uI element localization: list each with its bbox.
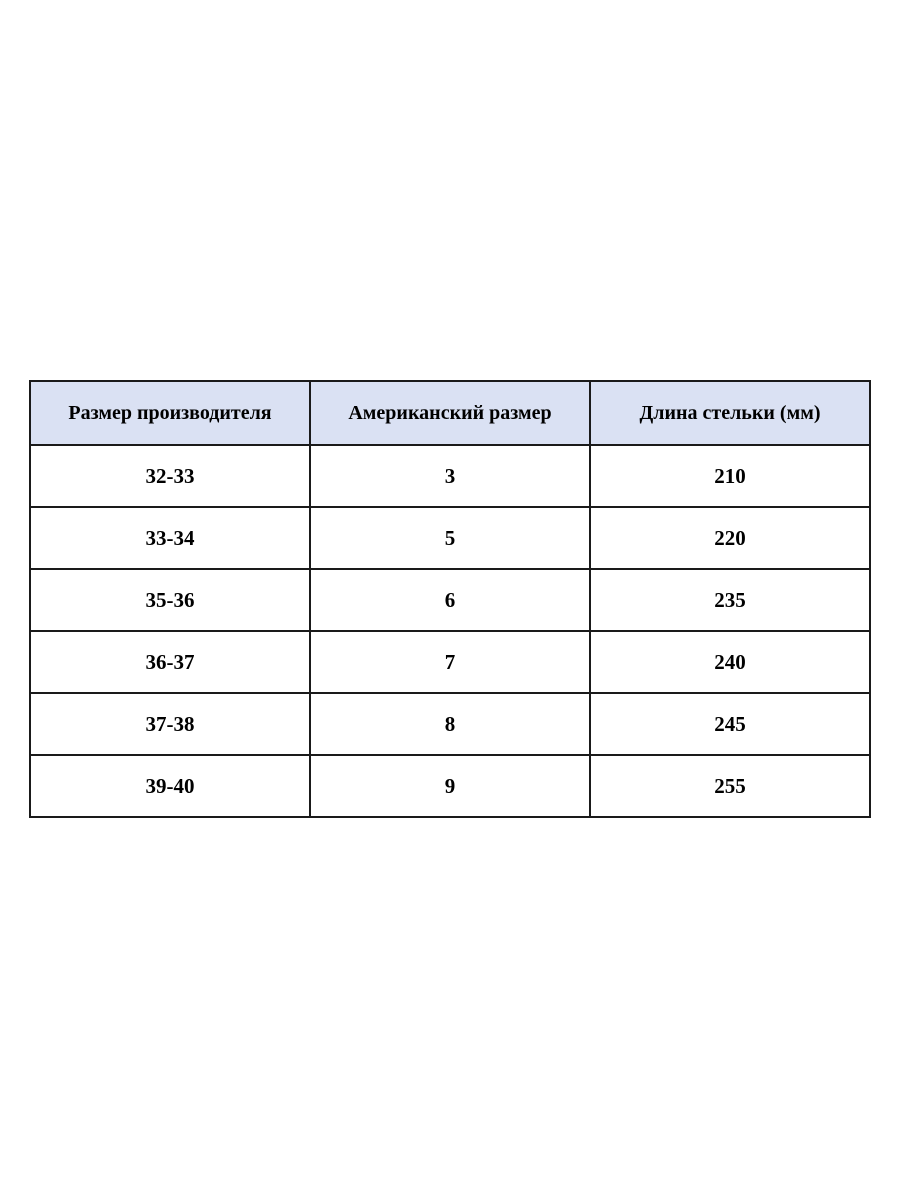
cell-us-size: 8 bbox=[310, 693, 590, 755]
cell-manufacturer-size: 32-33 bbox=[30, 445, 310, 507]
cell-us-size: 7 bbox=[310, 631, 590, 693]
table-row bbox=[30, 755, 870, 817]
table-row bbox=[30, 631, 870, 693]
cell-insole-length: 245 bbox=[590, 693, 870, 755]
cell-us-size: 6 bbox=[310, 569, 590, 631]
cell-manufacturer-size: 37-38 bbox=[30, 693, 310, 755]
cell-insole-length: 255 bbox=[590, 755, 870, 817]
cell-manufacturer-size: 36-37 bbox=[30, 631, 310, 693]
header-row bbox=[30, 381, 870, 445]
table-header bbox=[30, 381, 870, 445]
cell-manufacturer-size: 39-40 bbox=[30, 755, 310, 817]
cell-insole-length: 235 bbox=[590, 569, 870, 631]
size-chart-table bbox=[29, 380, 871, 818]
cell-insole-length: 220 bbox=[590, 507, 870, 569]
table-row bbox=[30, 445, 870, 507]
cell-us-size: 3 bbox=[310, 445, 590, 507]
cell-us-size: 5 bbox=[310, 507, 590, 569]
table-body bbox=[30, 445, 870, 817]
cell-insole-length: 240 bbox=[590, 631, 870, 693]
header-us-size: Американский размер bbox=[310, 381, 590, 445]
table-row bbox=[30, 507, 870, 569]
cell-us-size: 9 bbox=[310, 755, 590, 817]
cell-insole-length: 210 bbox=[590, 445, 870, 507]
cell-manufacturer-size: 35-36 bbox=[30, 569, 310, 631]
cell-manufacturer-size: 33-34 bbox=[30, 507, 310, 569]
header-insole-length: Длина стельки (мм) bbox=[590, 381, 870, 445]
header-manufacturer-size: Размер производителя bbox=[30, 381, 310, 445]
table-row bbox=[30, 693, 870, 755]
table-row bbox=[30, 569, 870, 631]
